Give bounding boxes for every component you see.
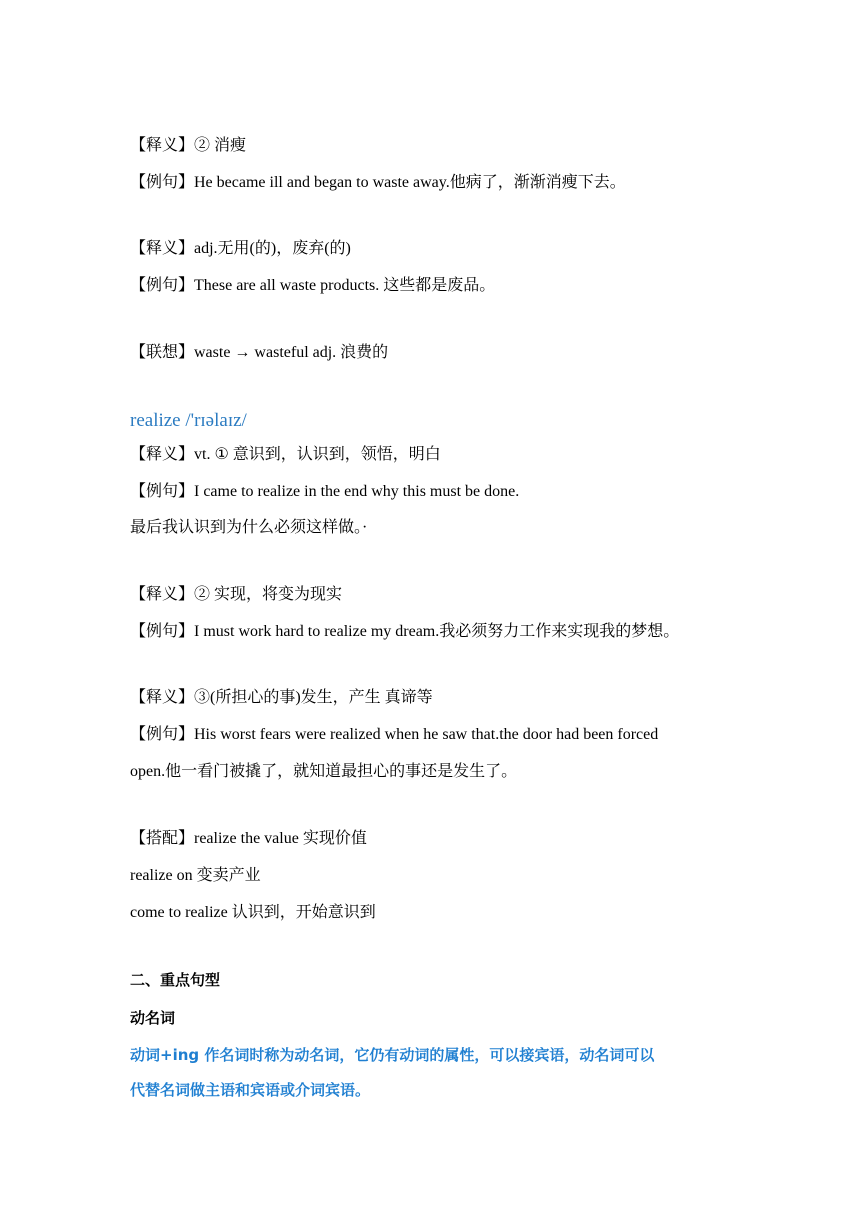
section-heading: 二、重点句型: [130, 971, 221, 989]
definition-line: 【释义】② 实现，将变为现实: [130, 586, 343, 603]
example-line: 【例句】I must work hard to realize my dream.我必须努力工作来实现我的梦想。: [130, 623, 680, 640]
example-line: 【例句】I came to realize in the end why this must be done.: [130, 483, 520, 500]
association-line: 【联想】waste → wasteful adj. 浪费的: [130, 344, 389, 361]
collocation-line: 【搭配】realize the value 实现价值: [130, 830, 367, 847]
example-line: 【例句】He became ill and began to waste away.他病了，渐渐消瘦下去。: [130, 174, 626, 191]
collocation-line: realize on 变卖产业: [130, 867, 261, 884]
grammar-note-line: 动词+ing 作名词时称为动名词，它仍有动词的属性，可以接宾语，动名词可以: [130, 1046, 655, 1064]
definition-line: 【释义】adj.无用(的)，废弃(的): [130, 240, 351, 257]
collocation-line: come to realize 认识到，开始意识到: [130, 904, 376, 921]
example-line: 【例句】His worst fears were realized when he saw that.the door had been forced: [130, 726, 659, 743]
subsection-heading: 动名词: [130, 1009, 176, 1027]
grammar-note-line: 代替名词做主语和宾语或介词宾语。: [130, 1081, 371, 1099]
translation-line: 最后我认识到为什么必须这样做。·: [130, 519, 368, 536]
vocab-word-heading: realize /'rɪəlaɪz/: [130, 410, 247, 431]
definition-line: 【释义】③(所担心的事)发生，产生 真谛等: [130, 689, 433, 706]
definition-line: 【释义】② 消瘦: [130, 137, 247, 154]
example-continuation-line: open.他一看门被撬了，就知道最担心的事还是发生了。: [130, 763, 518, 780]
definition-line: 【释义】vt. ① 意识到，认识到，领悟，明白: [130, 446, 441, 463]
example-line: 【例句】These are all waste products. 这些都是废品。: [130, 277, 496, 294]
